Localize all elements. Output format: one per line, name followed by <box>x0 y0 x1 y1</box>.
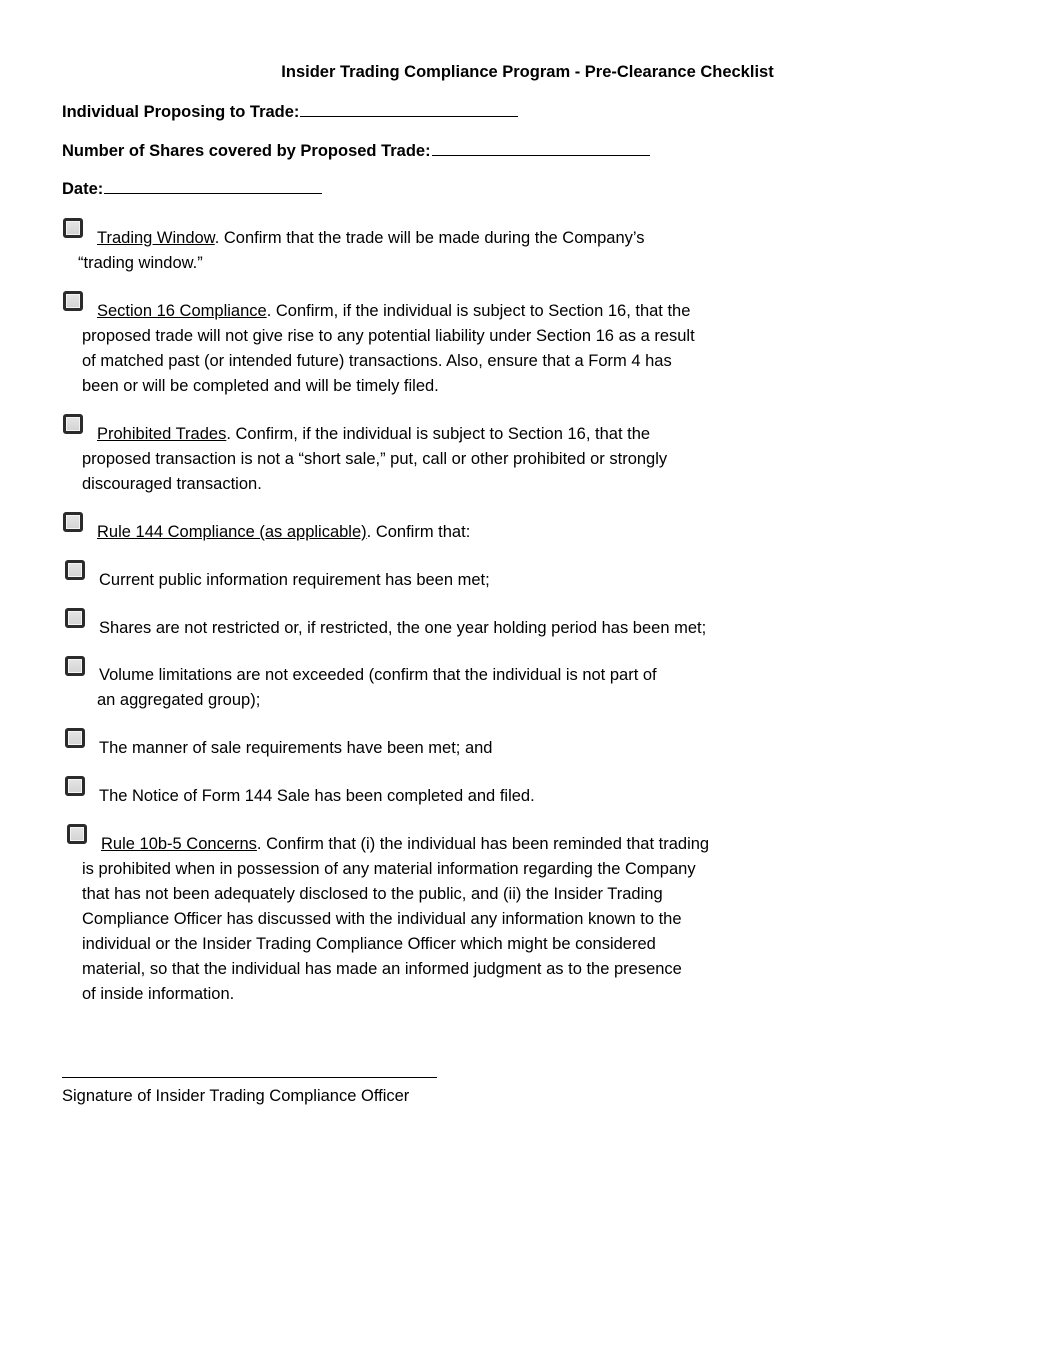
rule144-checkbox[interactable] <box>63 512 83 532</box>
rule10b5-line7: of inside information. <box>82 985 235 1003</box>
rule10b5-line1: Rule 10b-5 Concerns. Confirm that (i) the individual has been reminded that trading <box>101 835 710 853</box>
shares-label: Number of Shares covered by Proposed Trade: <box>62 142 431 160</box>
prohibited-line3: discouraged transaction. <box>82 475 262 493</box>
rule10b5-line6: material, so that the individual has made an informed judgment as to the presence <box>82 960 682 978</box>
shares-blank[interactable] <box>432 141 650 156</box>
rule144-sub5-text: The Notice of Form 144 Sale has been completed and filed. <box>99 787 535 805</box>
rule10b5-line5: individual or the Insider Trading Compliance Officer which might be considered <box>82 935 656 953</box>
rule144-sub3-checkbox[interactable] <box>65 656 85 676</box>
date-field[interactable] <box>62 179 322 199</box>
rule144-sub3-line2: an aggregated group); <box>97 691 261 709</box>
prohibited-checkbox[interactable] <box>63 414 83 434</box>
section16-line1: Section 16 Compliance. Confirm, if the individual is subject to Section 16, that the <box>97 302 691 320</box>
section16-line4: been or will be completed and will be timely filed. <box>82 377 439 395</box>
rule144-sub5-checkbox[interactable] <box>65 776 85 796</box>
rule10b5-line3: that has not been adequately disclosed to the public, and (ii) the Insider Trading <box>82 885 663 903</box>
rule144-sub4-checkbox[interactable] <box>65 728 85 748</box>
prohibited-line1: Prohibited Trades. Confirm, if the individual is subject to Section 16, that the <box>97 425 651 443</box>
rule144-line1: Rule 144 Compliance (as applicable). Confirm that: <box>97 523 471 541</box>
prohibited-heading: Prohibited Trades <box>97 425 227 443</box>
rule10b5-line4: Compliance Officer has discussed with the individual any information known to the <box>82 910 682 928</box>
rule144-heading: Rule 144 Compliance (as applicable) <box>97 523 367 541</box>
rule144-sub2-text: Shares are not restricted or, if restricted, the one year holding period has been met; <box>99 619 707 637</box>
rule144-sub1-text: Current public information requirement has been met; <box>99 571 490 589</box>
trading-window-heading: Trading Window <box>97 229 215 247</box>
shares-field[interactable] <box>62 141 650 161</box>
rule144-sub4-text: The manner of sale requirements have been met; and <box>99 739 493 757</box>
signature-line[interactable] <box>62 1077 437 1078</box>
section16-line3: of matched past (or intended future) transactions. Also, ensure that a Form 4 has <box>82 352 672 370</box>
section16-checkbox[interactable] <box>63 291 83 311</box>
trading-window-checkbox[interactable] <box>63 218 83 238</box>
trading-window-line2: “trading window.” <box>78 254 203 272</box>
date-label: Date: <box>62 180 104 198</box>
section16-heading: Section 16 Compliance <box>97 302 267 320</box>
individual-field[interactable] <box>62 102 518 122</box>
prohibited-line2: proposed transaction is not a “short sale,” put, call or other prohibited or strongly <box>82 450 668 468</box>
rule10b5-heading: Rule 10b-5 Concerns <box>101 835 257 853</box>
rule144-sub1-checkbox[interactable] <box>65 560 85 580</box>
rule10b5-line2: is prohibited when in possession of any material information regarding the Company <box>82 860 696 878</box>
individual-label: Individual Proposing to Trade: <box>62 103 300 121</box>
individual-blank[interactable] <box>300 102 518 117</box>
rule144-sub3-line1: Volume limitations are not exceeded (confirm that the individual is not part of <box>99 666 657 684</box>
page-title: Insider Trading Compliance Program - Pre-Clearance Checklist <box>281 63 774 81</box>
date-blank[interactable] <box>104 179 322 194</box>
trading-window-line1: Trading Window. Confirm that the trade will be made during the Company’s <box>97 229 645 247</box>
rule10b5-checkbox[interactable] <box>67 824 87 844</box>
section16-line2: proposed trade will not give rise to any potential liability under Section 16 as a result <box>82 327 695 345</box>
signature-label: Signature of Insider Trading Compliance Officer <box>62 1087 410 1105</box>
rule144-sub2-checkbox[interactable] <box>65 608 85 628</box>
